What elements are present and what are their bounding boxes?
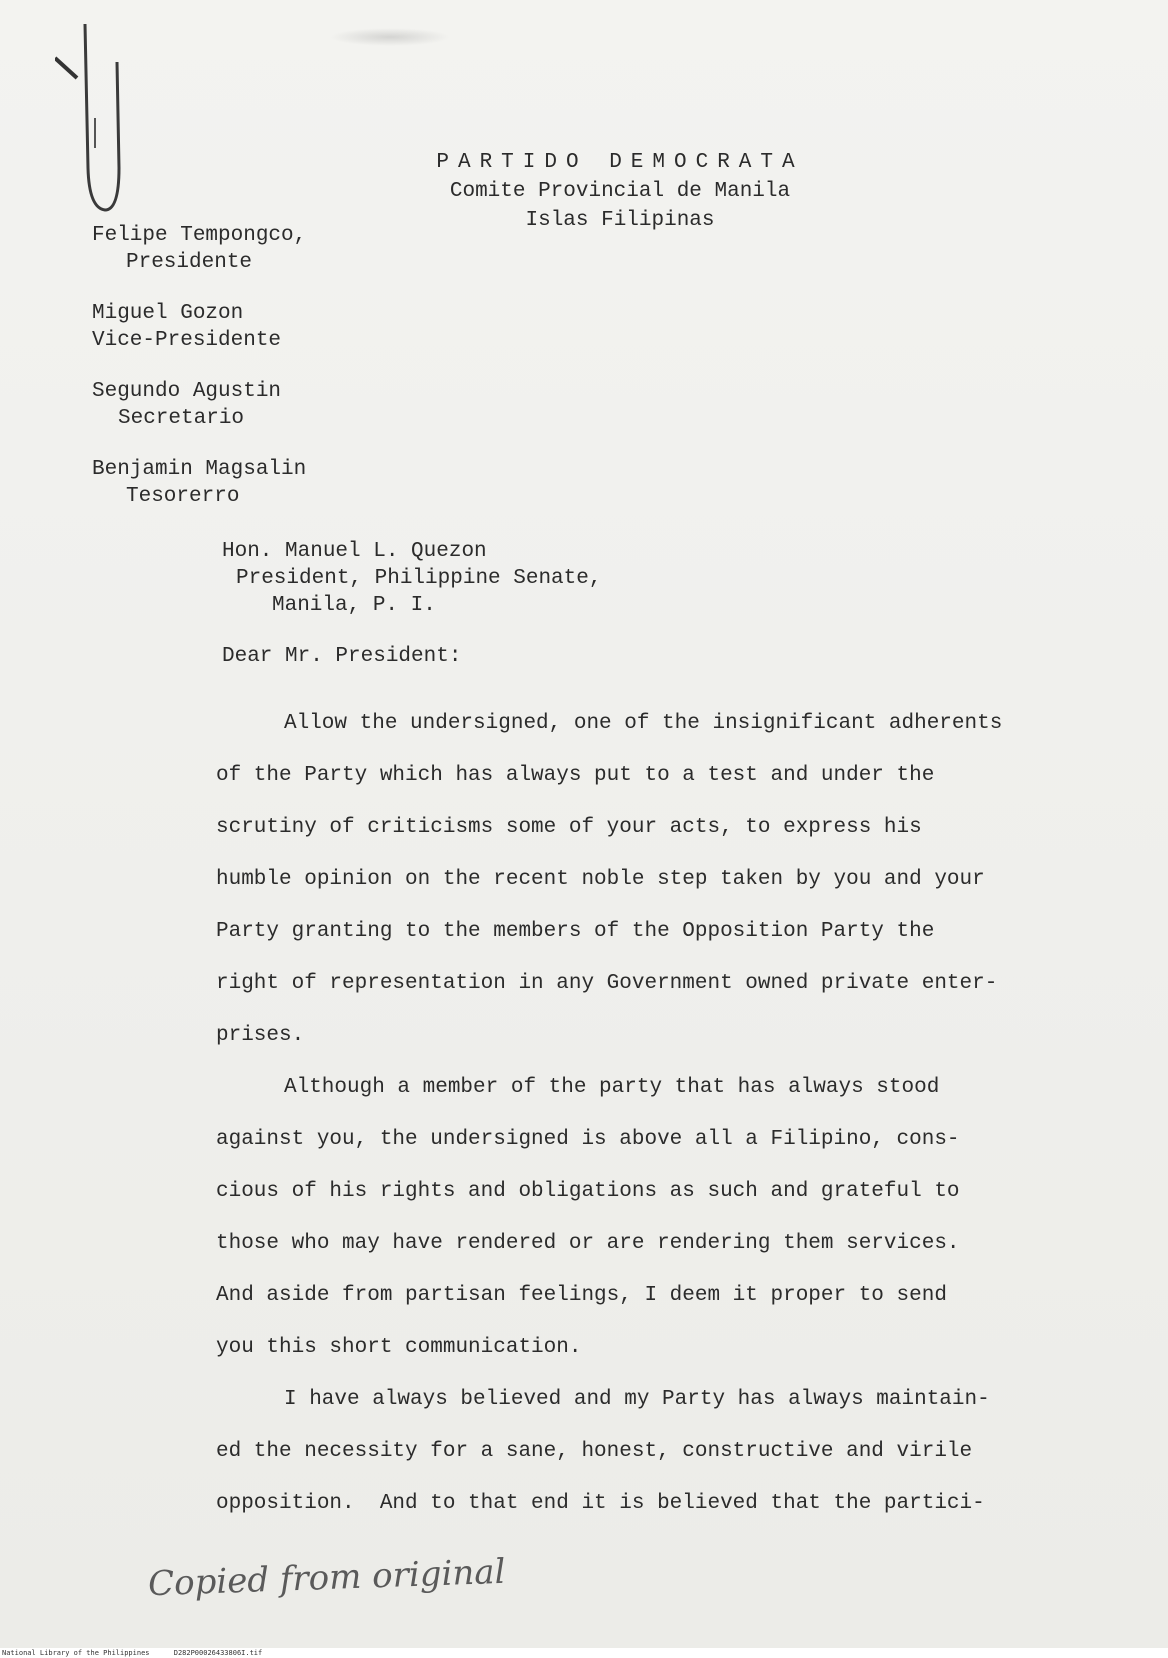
footer-library: National Library of the Philippines	[2, 1649, 150, 1657]
paragraph-3	[216, 1374, 1036, 1530]
text-line: opposition. And to that end it is believed that the partici-	[216, 1492, 985, 1515]
text-line: scrutiny of criticisms some of your acts, to express his	[216, 816, 922, 839]
officer-treasurer	[92, 456, 306, 510]
letterhead	[400, 148, 840, 235]
text-line: cious of his rights and obligations as such and grateful to	[216, 1180, 960, 1203]
handwritten-note: Copied from original	[147, 1551, 507, 1605]
letter-body	[216, 698, 1036, 1530]
text-line: And aside from partisan feelings, I deem it proper to send	[216, 1284, 947, 1307]
paragraph-1	[216, 698, 1036, 1062]
text-line: you this short communication.	[216, 1336, 582, 1359]
officer-role: Secretario	[118, 407, 245, 430]
text-line: right of representation in any Government owned private enter-	[216, 972, 998, 995]
archive-footer	[0, 1648, 1168, 1658]
committee-name: Comite Provincial de Manila	[449, 180, 791, 203]
officer-vice-president	[92, 300, 306, 354]
text-line: Party granting to the members of the Opposition Party the	[216, 920, 935, 943]
salutation: Dear Mr. President:	[222, 645, 462, 668]
recipient-title: President, Philippine Senate,	[236, 567, 602, 590]
officers-list	[92, 222, 306, 534]
officer-president	[92, 222, 306, 276]
officer-name: Segundo Agustin	[92, 380, 282, 403]
text-line: those who may have rendered or are rendering them services.	[216, 1232, 960, 1255]
country-name: Islas Filipinas	[525, 209, 715, 232]
officer-role: Presidente	[126, 251, 253, 274]
officer-name: Felipe Tempongco,	[92, 224, 307, 247]
officer-role: Vice-Presidente	[92, 329, 282, 352]
party-name: PARTIDO DEMOCRATA	[436, 151, 804, 174]
text-line: Allow the undersigned, one of the insignificant adherents	[284, 712, 1003, 735]
officer-name: Benjamin Magsalin	[92, 458, 307, 481]
officer-secretary	[92, 378, 306, 432]
text-line: I have always believed and my Party has always maintain-	[284, 1388, 990, 1411]
text-line: ed the necessity for a sane, honest, constructive and virile	[216, 1440, 973, 1463]
smudge-mark	[330, 28, 450, 46]
text-line: against you, the undersigned is above all a Filipino, cons-	[216, 1128, 960, 1151]
footer-file: D282P00026433806I.tif	[173, 1649, 263, 1657]
paperclip-icon	[55, 18, 145, 228]
recipient-name: Hon. Manuel L. Quezon	[222, 540, 487, 563]
text-line: of the Party which has always put to a test and under the	[216, 764, 935, 787]
text-line: Although a member of the party that has always stood	[284, 1076, 940, 1099]
text-line: prises.	[216, 1024, 305, 1047]
officer-role: Tesorerro	[126, 485, 240, 508]
recipient-city: Manila, P. I.	[272, 594, 436, 617]
paragraph-2	[216, 1062, 1036, 1374]
text-line: humble opinion on the recent noble step taken by you and your	[216, 868, 985, 891]
recipient-address	[222, 538, 601, 619]
officer-name: Miguel Gozon	[92, 302, 244, 325]
